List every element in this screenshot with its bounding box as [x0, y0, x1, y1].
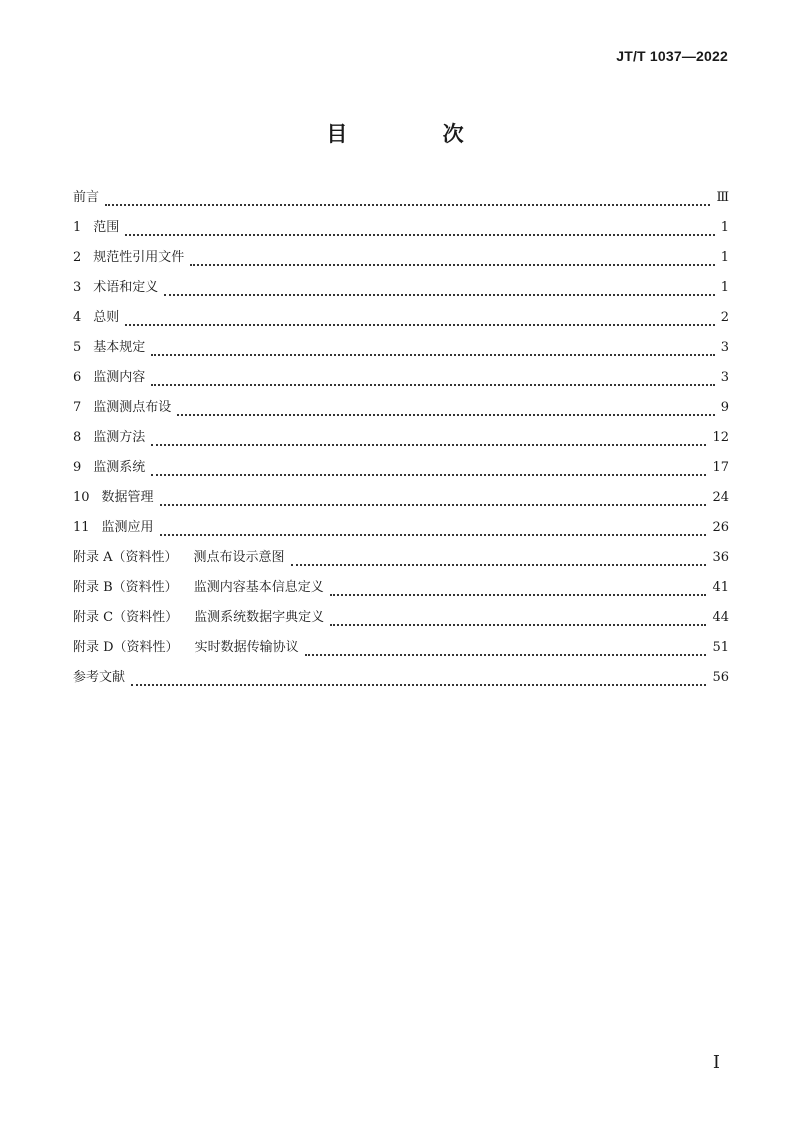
toc-entry-2[interactable]	[73, 246, 729, 276]
toc-entry-title: 前言	[73, 190, 100, 205]
toc-entry-9[interactable]	[73, 456, 729, 486]
dot-leader	[330, 622, 706, 626]
toc-entry-4[interactable]	[73, 306, 729, 336]
table-of-contents	[73, 186, 729, 696]
dot-leader	[151, 442, 706, 446]
toc-entry-11[interactable]	[73, 516, 729, 546]
toc-entry-appendix-d[interactable]	[73, 636, 729, 666]
toc-entry-title: 实时数据传输协议	[194, 640, 299, 655]
toc-entry-page: 51	[712, 640, 729, 655]
toc-entry-title: 总则	[93, 310, 120, 325]
toc-entry-number: 3	[73, 280, 82, 295]
toc-entry-page: 9	[720, 400, 729, 415]
toc-entry-page: 12	[712, 430, 729, 445]
toc-entry-page: 44	[712, 610, 729, 625]
toc-entry-3[interactable]	[73, 276, 729, 306]
dot-leader	[151, 352, 714, 356]
toc-entry-title: 监测内容	[93, 370, 146, 385]
toc-entry-preface[interactable]	[73, 186, 729, 216]
dot-leader	[125, 232, 714, 236]
dot-leader	[291, 562, 707, 566]
toc-entry-appendix-c[interactable]	[73, 606, 729, 636]
toc-appendix-label: 附录 D（资料性）	[73, 640, 179, 655]
dot-leader	[105, 202, 710, 206]
toc-entry-number: 9	[73, 460, 82, 475]
dot-leader	[131, 682, 706, 686]
toc-entry-number: 6	[73, 370, 82, 385]
dot-leader	[160, 532, 707, 536]
dot-leader	[151, 382, 714, 386]
toc-entry-appendix-b[interactable]	[73, 576, 729, 606]
toc-entry-10[interactable]	[73, 486, 729, 516]
dot-leader	[125, 322, 714, 326]
toc-entry-title: 术语和定义	[93, 280, 159, 295]
toc-entry-8[interactable]	[73, 426, 729, 456]
toc-entry-page: 56	[712, 670, 729, 685]
standard-code: JT/T 1037—2022	[616, 48, 728, 64]
toc-entry-title: 监测内容基本信息定义	[193, 580, 324, 595]
dot-leader	[190, 262, 714, 266]
toc-entry-7[interactable]	[73, 396, 729, 426]
toc-entry-title: 监测系统数据字典定义	[194, 610, 325, 625]
toc-entry-number: 8	[73, 430, 82, 445]
dot-leader	[164, 292, 714, 296]
toc-entry-page: 41	[712, 580, 729, 595]
toc-entry-references[interactable]	[73, 666, 729, 696]
toc-entry-number: 10	[73, 490, 90, 505]
toc-entry-number: 4	[73, 310, 82, 325]
toc-entry-number: 5	[73, 340, 82, 355]
toc-entry-number: 2	[73, 250, 82, 265]
toc-entry-title: 数据管理	[101, 490, 154, 505]
toc-appendix-label: 附录 C（资料性）	[73, 610, 179, 625]
toc-entry-page: 24	[712, 490, 729, 505]
toc-entry-title: 范围	[93, 220, 120, 235]
dot-leader	[160, 502, 707, 506]
toc-appendix-label: 附录 A（资料性）	[73, 550, 178, 565]
toc-entry-page: 26	[712, 520, 729, 535]
toc-entry-number: 1	[73, 220, 82, 235]
dot-leader	[305, 652, 707, 656]
toc-entry-title: 监测测点布设	[93, 400, 172, 415]
toc-entry-appendix-a[interactable]	[73, 546, 729, 576]
toc-entry-title: 规范性引用文件	[93, 250, 185, 265]
page-number: I	[712, 1052, 720, 1073]
dot-leader	[177, 412, 714, 416]
toc-entry-page: 1	[720, 220, 729, 235]
toc-entry-1[interactable]	[73, 216, 729, 246]
toc-entry-title: 监测应用	[101, 520, 154, 535]
toc-entry-page: 1	[720, 250, 729, 265]
toc-entry-title: 基本规定	[93, 340, 146, 355]
toc-entry-page: 17	[712, 460, 729, 475]
toc-entry-page: Ⅲ	[716, 190, 729, 205]
toc-appendix-label: 附录 B（资料性）	[73, 580, 178, 595]
toc-entry-title: 参考文献	[73, 670, 126, 685]
toc-entry-page: 3	[720, 370, 729, 385]
dot-leader	[330, 592, 707, 596]
page-title: 目 次	[326, 122, 508, 146]
toc-entry-title: 测点布设示意图	[193, 550, 285, 565]
toc-entry-page: 3	[720, 340, 729, 355]
toc-entry-title: 监测方法	[93, 430, 146, 445]
toc-entry-title: 监测系统	[93, 460, 146, 475]
toc-entry-page: 36	[712, 550, 729, 565]
toc-entry-page: 1	[720, 280, 729, 295]
toc-entry-5[interactable]	[73, 336, 729, 366]
toc-entry-6[interactable]	[73, 366, 729, 396]
toc-entry-page: 2	[720, 310, 729, 325]
toc-entry-number: 7	[73, 400, 82, 415]
toc-entry-number: 11	[73, 520, 90, 535]
dot-leader	[151, 472, 706, 476]
